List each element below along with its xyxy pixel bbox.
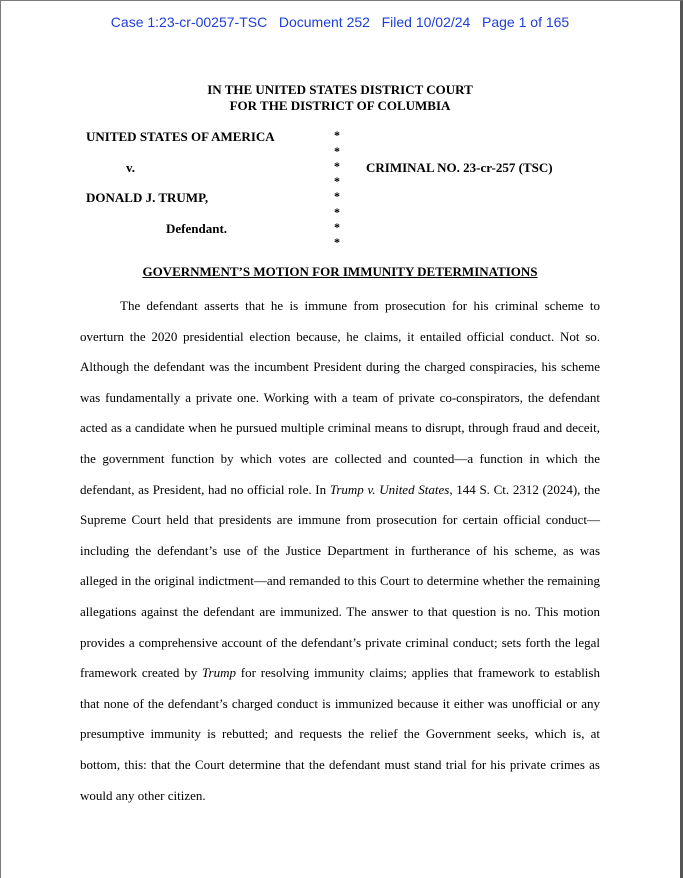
caption-star: * bbox=[334, 189, 340, 203]
ecf-header bbox=[0, 14, 680, 30]
body-paragraph bbox=[80, 291, 600, 811]
trump-citation: Trump bbox=[202, 665, 236, 681]
filed-date: Filed 10/02/24 bbox=[381, 14, 471, 30]
motion-title: GOVERNMENT’S MOTION FOR IMMUNITY DETERMINATIONS bbox=[142, 264, 538, 279]
court-line-1: IN THE UNITED STATES DISTRICT COURT bbox=[207, 82, 473, 97]
caption-star: * bbox=[334, 235, 340, 249]
body-text-2: , 144 S. Ct. 2312 (2024), the Supreme Court held that presidents are immune from prosecution for certain official conduct—including the defendant’s use of the Justice Department in furtherance of his scheme, as was alleged in the original indictment—and remanded to this Court to determine whether the remaining allegations against the defendant are immunized. The answer to that question is no. This motion provides a comprehensive account of the defendant’s private criminal conduct; sets forth the legal framework created by bbox=[80, 481, 600, 681]
caption-star: * bbox=[334, 159, 340, 173]
defendant-name: DONALD J. TRUMP, bbox=[86, 190, 209, 205]
caption-star: * bbox=[334, 220, 340, 234]
caption-star: * bbox=[334, 205, 340, 219]
defendant-role: Defendant. bbox=[166, 221, 228, 236]
body-text-3: for resolving immunity claims; applies that framework to establish that none of the defendant’s charged conduct is immunized because it either was unofficial or any presumptive immunity is rebutted; and requests the relief the Government seeks, which is, at bottom, this: that the Court determine that the defendant must stand trial for his private crimes as would any other citizen. bbox=[80, 665, 600, 803]
plaintiff-name: UNITED STATES OF AMERICA bbox=[86, 129, 275, 144]
court-line-2: FOR THE DISTRICT OF COLUMBIA bbox=[229, 98, 451, 113]
document-number: Document 252 bbox=[278, 14, 370, 30]
caption-star: * bbox=[334, 174, 340, 188]
page-number: Page 1 of 165 bbox=[482, 14, 570, 30]
criminal-case-number: CRIMINAL NO. 23-cr-257 (TSC) bbox=[366, 160, 553, 175]
court-heading bbox=[0, 82, 680, 114]
case-number: Case 1:23-cr-00257-TSC bbox=[110, 14, 268, 30]
versus-label: v. bbox=[126, 160, 136, 175]
body-text-1: The defendant asserts that he is immune from prosecution for his criminal scheme to overturn the 2020 presidential election because, he claims, it entailed official conduct. Not so. Although the defendant was the incumbent President during the charged conspiracies, his scheme was fundamentally a private one. Working with a team of private co-conspirators, the defendant acted as a candidate when he pursued multiple criminal means to disrupt, through fraud and deceit, the government function by which votes are collected and counted—a function in which the defendant, as President, had no official role. In bbox=[80, 298, 600, 497]
caption-star: * bbox=[334, 128, 340, 142]
case-citation: Trump v. United States bbox=[329, 481, 450, 497]
caption-star: * bbox=[334, 144, 340, 158]
